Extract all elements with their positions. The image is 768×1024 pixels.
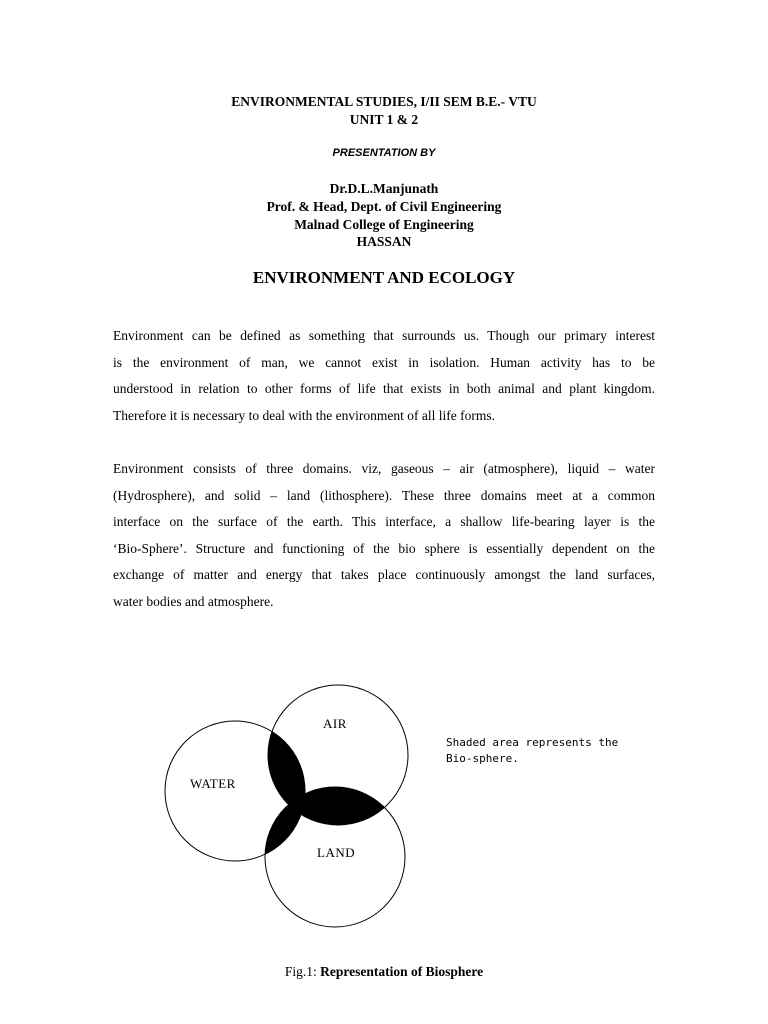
paragraph-line: Environment consists of three domains. viz, gaseous – air (atmosphere), liquid – water [113, 461, 655, 476]
paragraph-line: interface on the surface of the earth. This interface, a shallow life-bearing layer is the [113, 514, 655, 529]
presentation-by-label: PRESENTATION BY [332, 147, 436, 159]
biosphere-venn-diagram [160, 683, 420, 928]
caption-title: Representation of Biosphere [320, 964, 484, 979]
paragraph-line: understood in relation to other forms of life that exists in both animal and plant kingdom. [113, 381, 655, 396]
section-title: ENVIRONMENT AND ECOLOGY [252, 268, 516, 287]
paragraph-line: Therefore it is necessary to deal with the environment of all life forms. [113, 407, 495, 423]
paragraph-domains [113, 456, 655, 615]
college-name: Malnad College of Engineering [294, 217, 474, 232]
unit-label: UNIT 1 & 2 [349, 112, 419, 127]
note-line: Bio-sphere. [446, 752, 519, 765]
land-label: LAND [317, 845, 356, 860]
air-label: AIR [323, 716, 347, 731]
paragraph-intro [113, 323, 655, 429]
paragraph-line: water bodies and atmosphere. [113, 593, 274, 609]
course-title: ENVIRONMENTAL STUDIES, I/II SEM B.E.- VTU [231, 94, 537, 109]
author-name: Dr.D.L.Manjunath [329, 181, 439, 196]
paragraph-line: exchange of matter and energy that takes place continuously amongst the land surfaces, [113, 567, 655, 582]
paragraph-line: is the environment of man, we cannot exist in isolation. Human activity has to be [113, 354, 655, 370]
author-title: Prof. & Head, Dept. of Civil Engineering [266, 199, 502, 214]
water-label: WATER [190, 776, 236, 791]
city-name: HASSAN [356, 234, 412, 249]
biosphere-shaded-region [165, 685, 408, 861]
paragraph-line: (Hydrosphere), and solid – land (lithosphere). These three domains meet at a common [113, 487, 655, 503]
figure-caption [0, 964, 768, 980]
paragraph-line: ‘Bio-Sphere’. Structure and functioning of the bio sphere is essentially dependent on the [113, 540, 655, 556]
note-line: Shaded area represents the [446, 736, 619, 749]
caption-prefix: Fig.1: [284, 964, 321, 979]
paragraph-line: Environment can be defined as something that surrounds us. Though our primary interest [113, 328, 655, 343]
biosphere-note [446, 735, 646, 767]
